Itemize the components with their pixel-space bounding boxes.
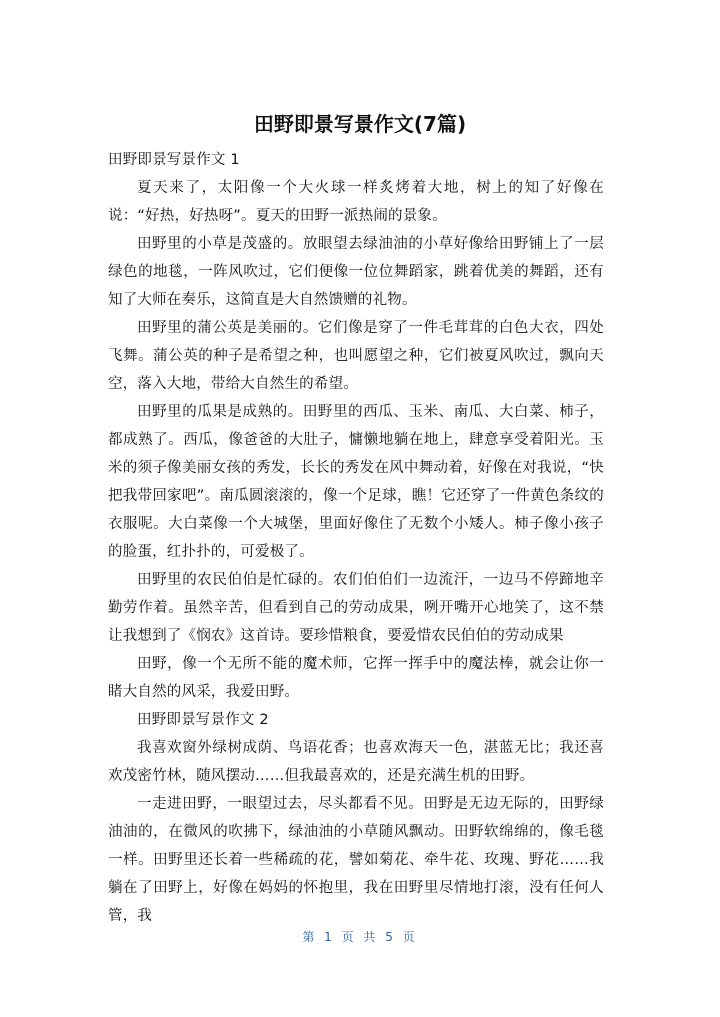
section-heading: 田野即景写景作文 1: [108, 152, 240, 168]
paragraph: 我喜欢窗外绿树成荫、鸟语花香；也喜欢海天一色，湛蓝无比；我还喜欢茂密竹林，随风摆动……但我最喜欢的，还是充满生机的田野。: [108, 740, 604, 784]
paragraph: 田野里的小草是茂盛的。放眼望去绿油油的小草好像给田野铺上了一层绿色的地毯，一阵风吹过，它们便像一位位舞蹈家，跳着优美的舞蹈，还有知了大师在奏乐，这简直是大自然馈赠的礼物。: [108, 236, 604, 308]
paragraph: 田野即景写景作文 2: [137, 712, 269, 728]
paragraph: 田野里的瓜果是成熟的。田野里的西瓜、玉米、南瓜、大白菜、柿子，都成熟了。西瓜，像爸爸的大肚子，慵懒地躺在地上，肆意享受着阳光。玉米的须子像美丽女孩的秀发，长长的秀发在风中舞动着，好像在对我说，“快把我带回家吧”。南瓜圆滚滚的，像一个足球，瞧！它还穿了一件黄色条纹的衣服呢。大白菜像一个大城堡，里面好像住了无数个小矮人。柿子像小孩子的脸蛋，红扑扑的，可爱极了。: [108, 404, 604, 560]
paragraph: 田野里的农民伯伯是忙碌的。农们伯伯们一边流汗，一边马不停蹄地辛勤劳作着。虽然辛苦，但看到自己的劳动成果，咧开嘴开心地笑了，这不禁让我想到了《悯农》这首诗。要珍惜粮食，要爱惜农民伯伯的劳动成果: [108, 572, 604, 644]
document-title: 田野即景写景作文(7篇): [253, 112, 467, 136]
paragraph: 一走进田野，一眼望过去，尽头都看不见。田野是无边无际的，田野绿油油的，在微风的吹拂下，绿油油的小草随风飘动。田野软绵绵的，像毛毯一样。田野里还长着一些稀疏的花，譬如菊花、牵牛花、玫瑰、野花……我躺在了田野上，好像在妈妈的怀抱里，我在田野里尽情地打滚，没有任何人管，我: [108, 796, 604, 924]
paragraph: 田野，像一个无所不能的魔术师，它挥一挥手中的魔法棒，就会让你一睹大自然的风采，我爱田野。: [108, 656, 604, 700]
paragraph: 田野里的蒲公英是美丽的。它们像是穿了一件毛茸茸的白色大衣，四处飞舞。蒲公英的种子是希望之种，也叫愿望之种，它们被夏风吹过，飘向天空，落入大地，带给大自然生的希望。: [108, 320, 604, 392]
page-footer: 第 1 页 共 5 页: [302, 930, 418, 944]
paragraph: 夏天来了，太阳像一个大火球一样炙烤着大地，树上的知了好像在说：“好热，好热呀”。夏天的田野一派热闹的景象。: [108, 180, 604, 224]
document-body: [108, 146, 604, 930]
